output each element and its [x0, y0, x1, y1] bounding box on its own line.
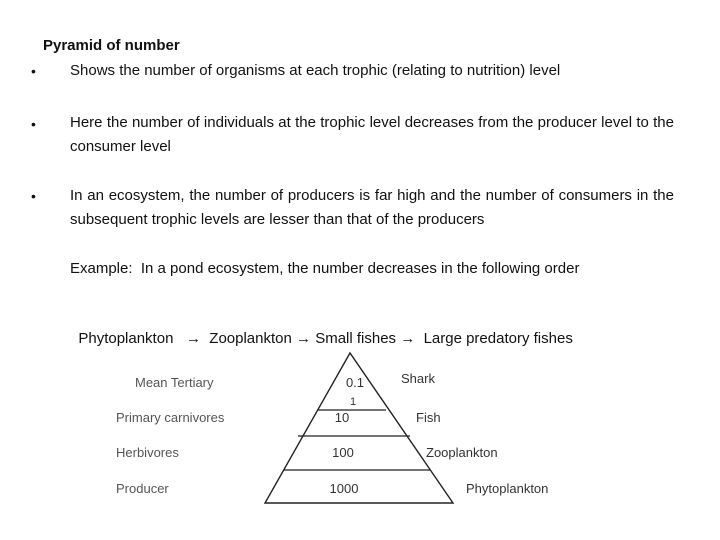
arrow-icon: →	[185, 330, 201, 347]
arrow-icon: →	[296, 330, 312, 347]
page-title: Pyramid of number	[43, 37, 180, 54]
organism-label: Fish	[416, 410, 441, 425]
bullet-text: In an ecosystem, the number of producers is far high and the number of consumers in the subsequent trophic levels are lesser than that of the producers	[70, 187, 674, 228]
level-label: Mean Tertiary	[135, 375, 214, 390]
bullet-marker: •	[31, 63, 36, 79]
chain-item: Small fishes	[315, 330, 397, 347]
organism-label: Phytoplankton	[466, 481, 549, 496]
bullet-marker: •	[31, 188, 36, 204]
chain-item: Phytoplankton	[78, 330, 174, 347]
level-label: Producer	[116, 481, 169, 496]
level-label: Herbivores	[116, 445, 179, 460]
bullet-text: Here the number of individuals at the trophic level decreases from the producer level to the consumer level	[70, 114, 674, 155]
organism-label: Shark	[401, 371, 435, 386]
example-line: Example: In a pond ecosystem, the number decreases in the following order	[70, 260, 580, 277]
bullet-marker: •	[31, 116, 36, 132]
chain-item: Zooplankton	[209, 330, 292, 347]
level-number: 1000	[329, 481, 359, 496]
organism-label: Zooplankton	[426, 445, 498, 460]
arrow-icon: →	[400, 330, 416, 347]
level-number: 10	[334, 410, 350, 425]
stray-mark: 1	[349, 396, 357, 408]
bullet-text: Shows the number of organisms at each trophic (relating to nutrition) level	[70, 62, 561, 79]
chain-item: Large predatory fishes	[423, 330, 573, 347]
level-number: 100	[332, 445, 354, 460]
level-number: 0.1	[345, 375, 365, 390]
level-label: Primary carnivores	[116, 410, 225, 425]
